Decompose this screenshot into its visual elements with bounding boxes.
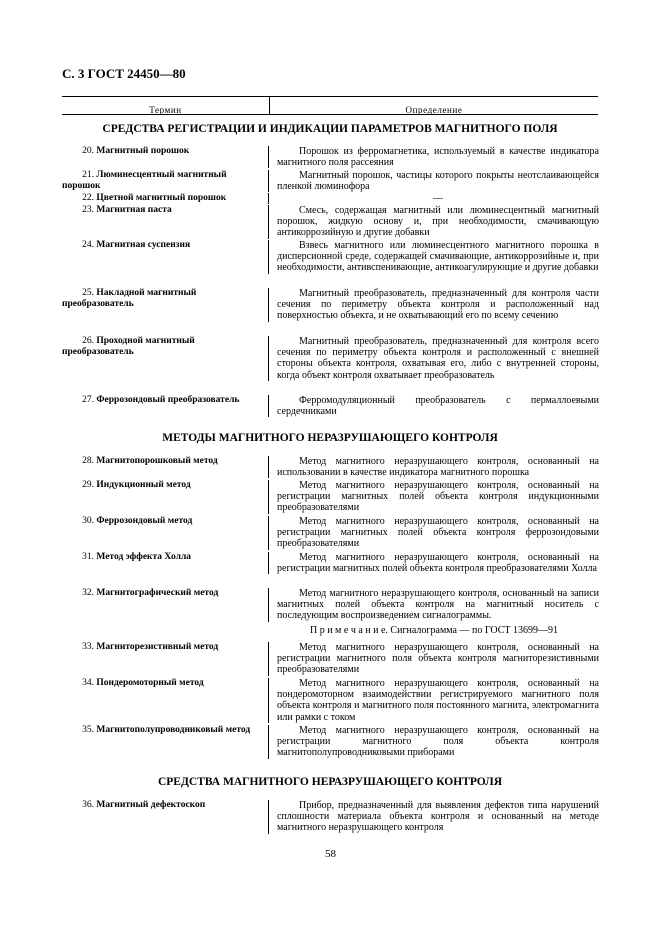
term-entry: 29. Индукционный метод bbox=[82, 480, 191, 490]
definition-entry: Метод магнитного неразрушающего контроля, основанный на пондеромоторном взаимодействии регистрируемого магнитного поля объекта контроля и магнитного поля постоянного магнита, электромагнита или рамки с током bbox=[268, 678, 599, 723]
definition-entry: Метод магнитного неразрушающего контроля, основанный на использовании в качестве индикатора магнитного порошка bbox=[268, 456, 599, 478]
definition-entry: Смесь, содержащая магнитный или люминесцентный магнитный порошок, жидкую основу и, при необходимости, смачивающую антикоррозийную и другие добавки bbox=[268, 205, 599, 239]
term-entry: 27. Феррозондовый преобразователь bbox=[82, 395, 240, 405]
term-entry: 33. Магниторезистивный метод bbox=[82, 642, 219, 652]
term-entry: 22. Цветной магнитный порошок bbox=[82, 193, 227, 203]
definition-entry: Метод магнитного неразрушающего контроля, основанный на записи магнитных полей объекта контроля на магнитный носитель с последующим воспроизведением сигналограммы. bbox=[268, 588, 599, 622]
term-entry: 35. Магнитополупроводниковый метод bbox=[82, 725, 251, 735]
term-entry: 23. Магнитная паста bbox=[82, 205, 172, 215]
definition-entry: Метод магнитного неразрушающего контроля, основанный на регистрации магнитных полей объекта контроля феррозондовыми преобразователями bbox=[268, 516, 599, 550]
table-header-rule bbox=[62, 114, 598, 115]
definition-entry: Метод магнитного неразрушающего контроля, основанный на регистрации магнитного поля объекта контроля магниторезистивными преобразователями bbox=[268, 642, 599, 676]
definition-entry: — bbox=[268, 193, 599, 204]
definition-entry: Прибор, предназначенный для выявления дефектов типа нарушений сплошности материала объекта контроля и основанный на методе магнитного неразрушающего контроля bbox=[268, 800, 599, 834]
term-entry: 34. Пондеромоторный метод bbox=[82, 678, 204, 688]
definition-entry: Магнитный порошок, частицы которого покрыты неотслаивающейся пленкой люминофора bbox=[268, 170, 599, 192]
column-header-term: Термин bbox=[149, 105, 182, 115]
table-top-rule bbox=[62, 96, 598, 97]
term-entry: 20. Магнитный порошок bbox=[82, 146, 190, 156]
column-header-definition: Определение bbox=[405, 105, 463, 115]
section-title: МЕТОДЫ МАГНИТНОГО НЕРАЗРУШАЮЩЕГО КОНТРОЛЯ bbox=[162, 432, 498, 444]
definition-entry: Порошок из ферромагнетика, используемый в качестве индикатора магнитного поля рассеяния bbox=[268, 146, 599, 168]
page-number: 58 bbox=[325, 848, 336, 860]
term-entry: 25. Накладной магнитный преобразователь bbox=[62, 288, 197, 309]
section-title: СРЕДСТВА РЕГИСТРАЦИИ И ИНДИКАЦИИ ПАРАМЕТРОВ МАГНИТНОГО ПОЛЯ bbox=[102, 123, 558, 135]
term-entry: 24. Магнитная суспензия bbox=[82, 240, 191, 250]
term-entry: 31. Метод эффекта Холла bbox=[82, 552, 192, 562]
section-title: СРЕДСТВА МАГНИТНОГО НЕРАЗРУШАЮЩЕГО КОНТРОЛЯ bbox=[157, 776, 503, 788]
definition-entry: Метод магнитного неразрушающего контроля, основанный на регистрации магнитного поля объекта контроля магнитополупроводниковыми приборами bbox=[268, 725, 599, 759]
definition-entry: Метод магнитного неразрушающего контроля, основанный на регистрации магнитных полей объекта контроля индукционными преобразователями bbox=[268, 480, 599, 514]
definition-entry: Взвесь магнитного или люминесцентного магнитного порошка в дисперсионной среде, содержащей смачивающие, антикоррозийные и, при необходимости, антивспенивающие, антикоагулирующие и другие добавки bbox=[268, 240, 599, 274]
note: П р и м е ч а н и е. Сигналограмма — по ГОСТ 13699—91 bbox=[309, 625, 558, 636]
definition-entry: Магнитный преобразователь, предназначенный для контроля части сечения по периметру объекта контроля и расположенный над поверхностью объекта, и не охватывающий его по всему сечению bbox=[268, 288, 599, 322]
term-entry: 30. Феррозондовый метод bbox=[82, 516, 193, 526]
term-entry: 26. Проходной магнитный преобразователь bbox=[62, 336, 195, 357]
definition-entry: Ферромодуляционный преобразователь с пермаллоевыми сердечниками bbox=[268, 395, 599, 417]
term-entry: 28. Магнитопорошковый метод bbox=[82, 456, 218, 466]
page-header: С. 3 ГОСТ 24450—80 bbox=[62, 66, 186, 81]
definition-entry: Метод магнитного неразрушающего контроля, основанный на регистрации магнитных полей объекта контроля преобразователями Холла bbox=[268, 552, 599, 574]
term-entry: 32. Магнитографический метод bbox=[82, 588, 219, 598]
term-entry: 36. Магнитный дефектоскоп bbox=[82, 800, 206, 810]
term-entry: 21. Люминесцентный магнитный порошок bbox=[62, 170, 227, 191]
definition-entry: Магнитный преобразователь, предназначенный для контроля всего сечения по периметру объекта контроля и расположенный с внешней стороны объекта контроля, охватывая его, либо с внутренней стороны, когда объект контроля охватывает преобразователь bbox=[268, 336, 599, 381]
